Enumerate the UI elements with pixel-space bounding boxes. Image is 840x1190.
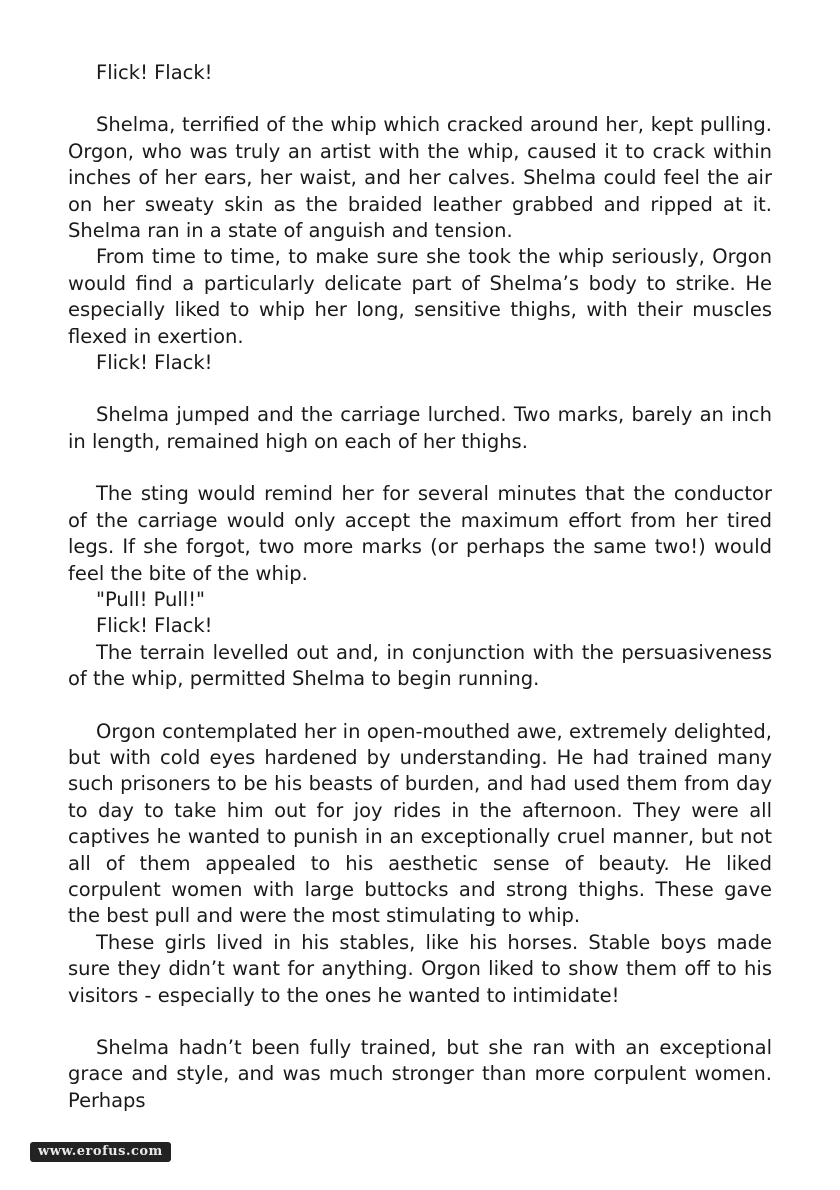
paragraph: Shelma, terrified of the whip which cracked around her, kept pulling. Orgon, who was truly an artist with the whip, caused it to crack within inches of her ears, her waist, and her calves. Shelma could feel the air on her sweaty skin as the braided leather grabbed and ripped at it. Shelma ran in a state of anguish and tension.	[68, 113, 772, 243]
paragraph-gap	[68, 455, 772, 481]
paragraph-gap	[68, 86, 772, 112]
paragraph: Orgon contemplated her in open-mouthed awe, extremely delighted, but with cold eyes hardened by understanding. He had trained many such prisoners to be his beasts of burden, and had used them from day to day to take him out for joy rides in the afternoon. They were all captives he wanted to punish in an exceptionally cruel manner, but not all of them appealed to his aesthetic sense of beauty. He liked corpulent women with large buttocks and strong thighs. These gave the best pull and were the most stimulating to whip.	[68, 719, 772, 928]
paragraph: Flick! Flack!	[96, 351, 213, 375]
paragraph: Shelma jumped and the carriage lurched. Two marks, barely an inch in length, remained high on each of her thighs.	[68, 403, 772, 453]
paragraph: From time to time, to make sure she took the whip seriously, Orgon would find a particularly delicate part of Shelma’s body to strike. He especially liked to whip her long, sensitive thighs, with their muscles flexed in exertion.	[68, 245, 772, 348]
paragraph: "Pull! Pull!"	[96, 587, 205, 611]
paragraph: Flick! Flack!	[96, 614, 213, 638]
paragraph: The terrain levelled out and, in conjunction with the persuasiveness of the whip, permitted Shelma to begin running.	[68, 640, 772, 691]
paragraph: Shelma hadn’t been fully trained, but she ran with an exceptional grace and style, and was much stronger than more corpulent women. Perhaps	[68, 1036, 772, 1112]
paragraph-gap	[68, 376, 772, 402]
page-text	[68, 60, 772, 1114]
paragraph: These girls lived in his stables, like his horses. Stable boys made sure they didn’t want for anything. Orgon liked to show them off to his visitors - especially to the ones he wanted to intimidate!	[68, 930, 772, 1007]
paragraph-gap	[68, 693, 772, 719]
paragraph: Flick! Flack!	[96, 61, 213, 84]
paragraph: The sting would remind her for several minutes that the conductor of the carriage would only accept the maximum effort from her tired legs. If she forgot, two more marks (or perhaps the same two!) would feel the bite of the whip.	[68, 482, 772, 585]
watermark-logo: www.erofus.com	[30, 1142, 171, 1162]
paragraph-gap	[68, 1009, 772, 1035]
